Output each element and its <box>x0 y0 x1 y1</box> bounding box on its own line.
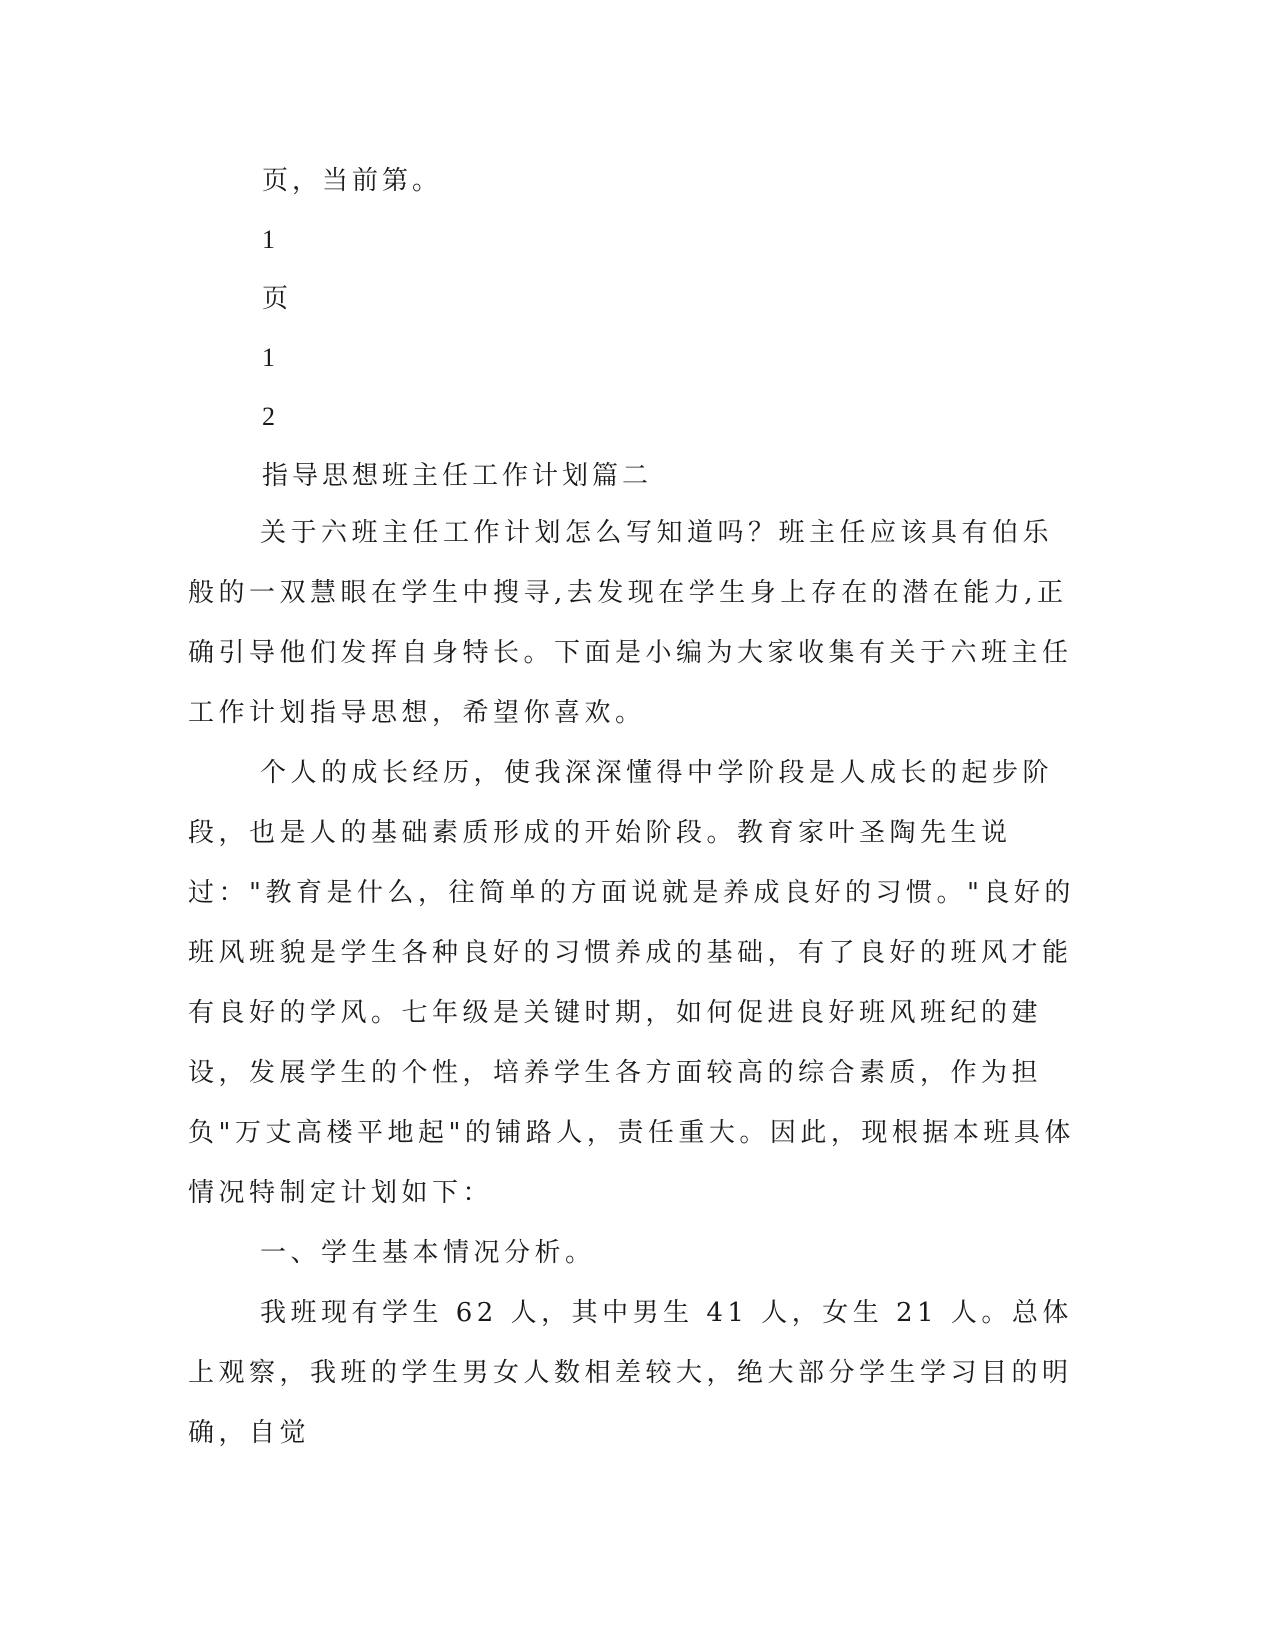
section-title: 指导思想班主任工作计划篇二 <box>262 461 653 491</box>
page-indicator-text: 页，当前第。 <box>262 166 443 196</box>
paragraph-background: 个人的成长经历，使我深深懂得中学阶段是人成长的起步阶段，也是人的基础素质形成的开始阶段。教育家叶圣陶先生说过："教育是什么，往简单的方面说就是养成良好的习惯。"良好的班风班貌是学生各种良好的习惯养成的基础，有了良好的班风才能有良好的学风。七年级是关键时期，如何促进良好班风班纪的建设，发展学生的个性，培养学生各方面较高的综合素质，作为担负"万丈高楼平地起"的铺路人，责任重大。因此，现根据本班具体情况特制定计划如下： <box>188 758 1075 1208</box>
page-number-2: 2 <box>262 402 275 431</box>
page-number-current: 1 <box>262 225 275 254</box>
body-text <box>188 503 1078 1463</box>
paragraph-intro: 关于六班主任工作计划怎么写知道吗？班主任应该具有伯乐般的一双慧眼在学生中搜寻,去发现在学生身上存在的潜在能力,正确引导他们发挥自身特长。下面是小编为大家收集有关于六班主任工作计划指导思想，希望你喜欢。 <box>188 518 1073 728</box>
page-number-1: 1 <box>262 343 275 372</box>
paragraph-student-stats: 我班现有学生 62 人，其中男生 41 人，女生 21 人。总体上观察，我班的学生男女人数相差较大，绝大部分学生学习目的明确，自觉 <box>188 1298 1073 1448</box>
paragraph-heading-analysis: 一、学生基本情况分析。 <box>260 1238 596 1268</box>
page-label: 页 <box>262 284 293 314</box>
